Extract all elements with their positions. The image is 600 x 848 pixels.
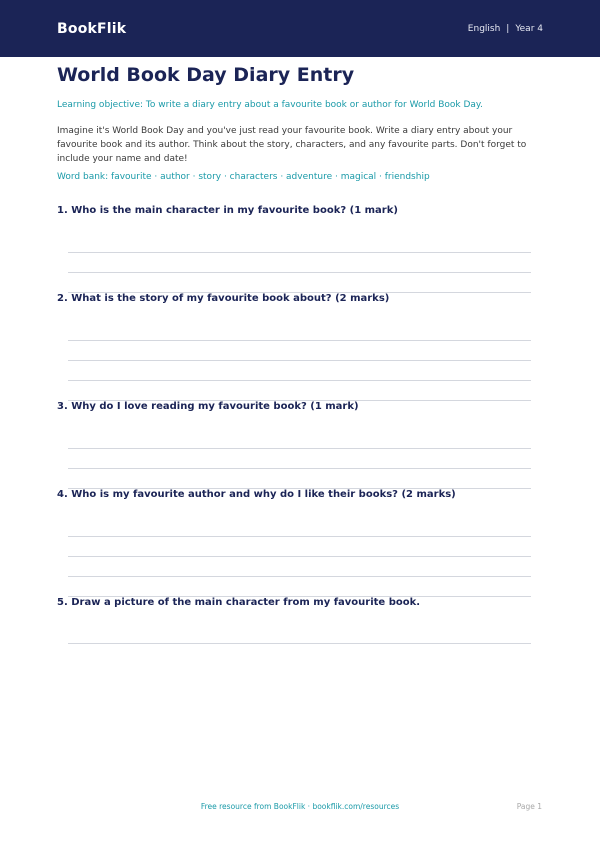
footer-credit[interactable]: Free resource from BookFlik · bookflik.com/resources — [200, 802, 400, 811]
drawing-area-line[interactable] — [68, 643, 531, 644]
header-bar — [0, 0, 600, 57]
question-4: 4. Who is my favourite author and why do I like their books? (2 marks) — [57, 489, 456, 500]
answer-line[interactable] — [68, 380, 531, 381]
question-1: 1. Who is the main character in my favourite book? (1 mark) — [57, 205, 398, 216]
question-5: 5. Draw a picture of the main character from my favourite book. — [57, 597, 421, 608]
brand-logo-text: BookFlik — [57, 20, 127, 37]
question-3: 3. Why do I love reading my favourite book? (1 mark) — [57, 401, 359, 412]
page-title: World Book Day Diary Entry — [57, 64, 355, 86]
answer-line[interactable] — [68, 576, 531, 577]
answer-line[interactable] — [68, 252, 531, 253]
subject-label: English — [467, 23, 501, 34]
answer-line[interactable] — [68, 536, 531, 537]
word-bank: Word bank: favourite · author · story · characters · adventure · magical · friendship — [57, 172, 430, 182]
page-number: Page 1 — [516, 802, 542, 811]
answer-line[interactable] — [68, 360, 531, 361]
separator: | — [506, 23, 510, 34]
question-2: 2. What is the story of my favourite book about? (2 marks) — [57, 293, 390, 304]
intro-instructions: Imagine it's World Book Day and you've just read your favourite book. Write a diary entry about your favourite book and its author. Think about the story, characters, and any favourite parts. Don't forget to include your name and date! — [57, 126, 527, 164]
year-label: Year 4 — [515, 23, 543, 34]
learning-objective: Learning objective: To write a diary entry about a favourite book or author for World Book Day. — [57, 100, 483, 110]
answer-line[interactable] — [68, 448, 531, 449]
answer-line[interactable] — [68, 468, 531, 469]
answer-line[interactable] — [68, 556, 531, 557]
answer-line[interactable] — [68, 340, 531, 341]
subject-year-label — [468, 24, 543, 34]
answer-line[interactable] — [68, 272, 531, 273]
